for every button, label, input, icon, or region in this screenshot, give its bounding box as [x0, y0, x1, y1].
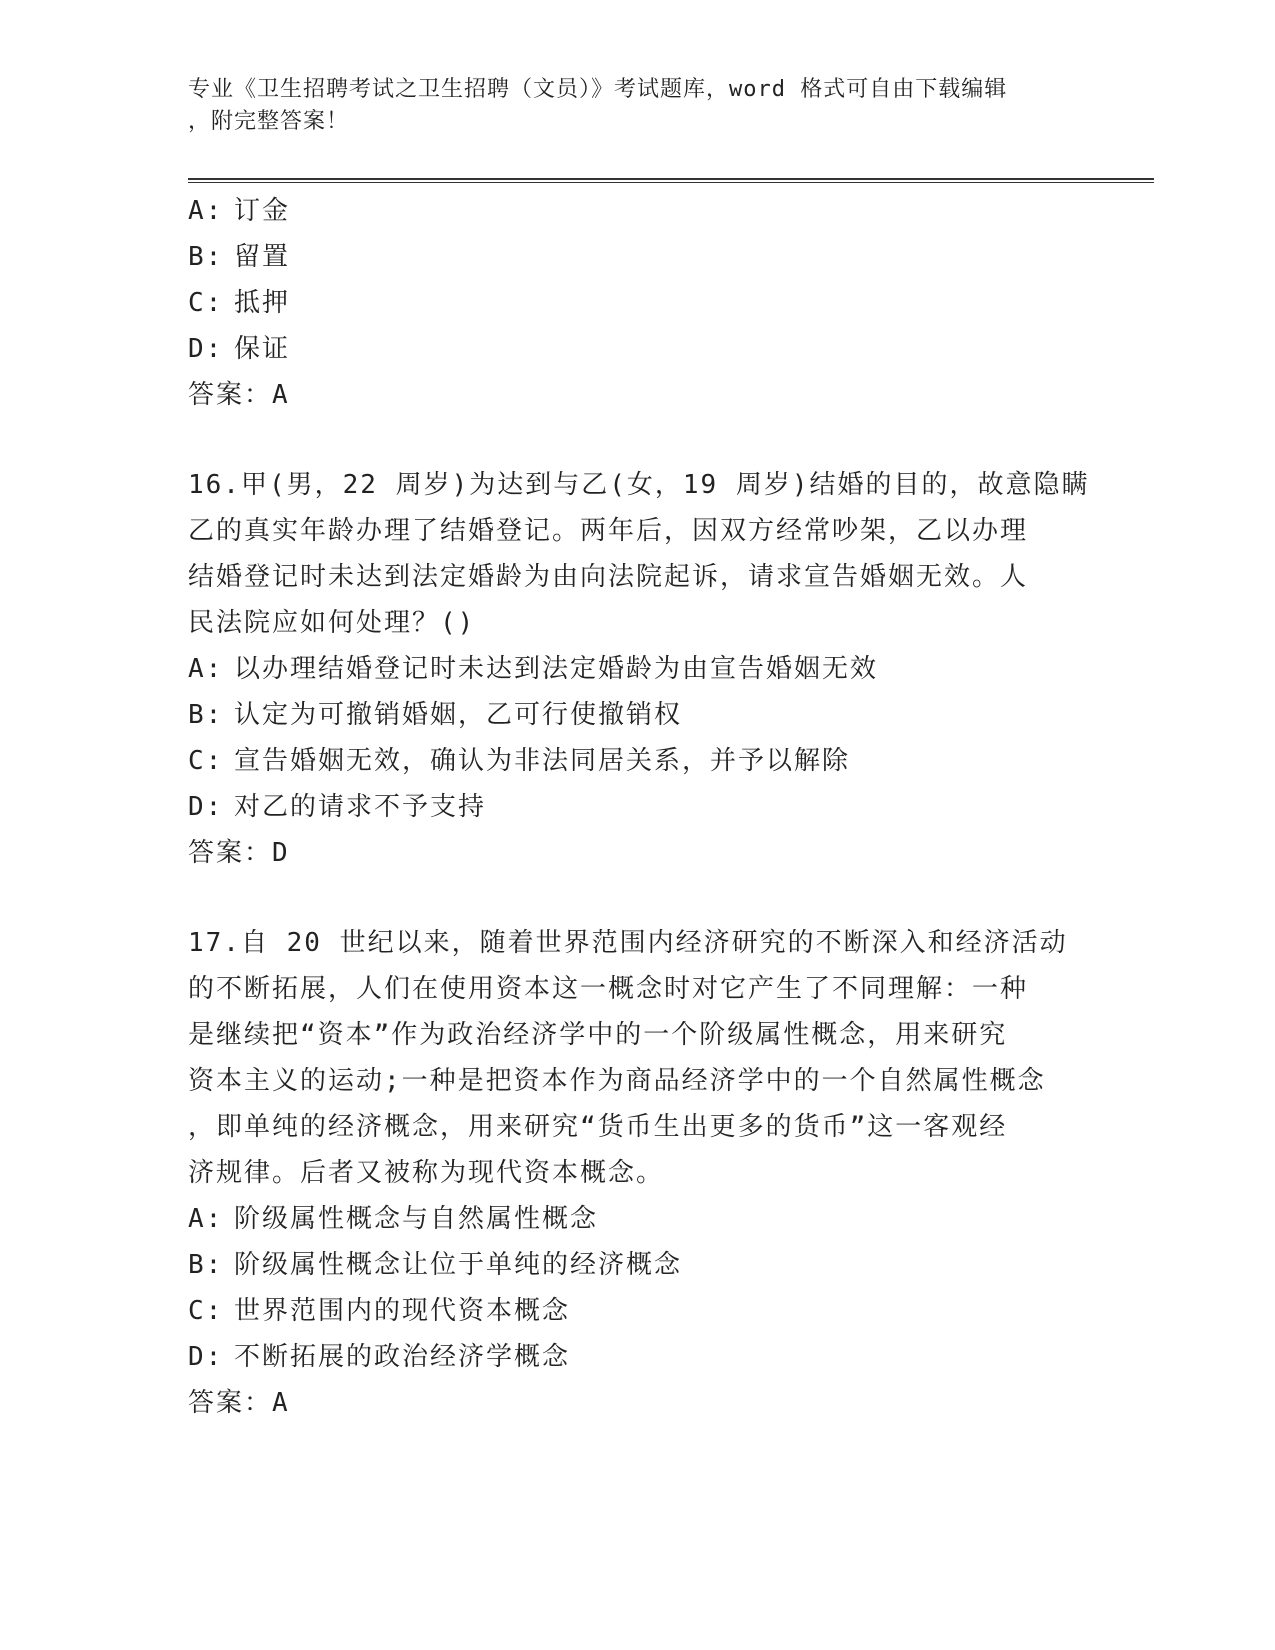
option-a: A: 阶级属性概念与自然属性概念 — [188, 1204, 599, 1234]
option-d: D: 对乙的请求不予支持 — [188, 792, 487, 822]
question-stem-line: 16.甲(男，22 周岁)为达到与乙(女，19 周岁)结婚的目的，故意隐瞒 — [188, 470, 1090, 500]
header-line-1: 专业《卫生招聘考试之卫生招聘（文员）》考试题库，word 格式可自由下载编辑 — [188, 77, 1008, 102]
answer: 答案：D — [188, 838, 290, 868]
question-17 — [188, 920, 1088, 1426]
option-b: B: 认定为可撤销婚姻，乙可行使撤销权 — [188, 700, 683, 730]
answer: 答案：A — [188, 1388, 290, 1418]
header-rule-thick — [188, 178, 1154, 180]
question-stem-line: ，即单纯的经济概念，用来研究“货币生出更多的货币”这一客观经 — [188, 1112, 1008, 1142]
option-b: B: 留置 — [188, 242, 291, 272]
option-c: C: 世界范围内的现代资本概念 — [188, 1296, 571, 1326]
question-stem-line: 结婚登记时未达到法定婚龄为由向法院起诉，请求宣告婚姻无效。人 — [188, 562, 1029, 592]
question-stem-line: 是继续把“资本”作为政治经济学中的一个阶级属性概念，用来研究 — [188, 1020, 1008, 1050]
header-rule-thin — [188, 182, 1154, 183]
option-d: D: 保证 — [188, 334, 291, 364]
option-b: B: 阶级属性概念让位于单纯的经济概念 — [188, 1250, 683, 1280]
question-15 — [188, 188, 1088, 418]
option-a: A: 订金 — [188, 196, 291, 226]
option-d: D: 不断拓展的政治经济学概念 — [188, 1342, 571, 1372]
document-header — [188, 74, 1088, 138]
question-stem-line: 民法院应如何处理？() — [188, 608, 476, 638]
option-c: C: 宣告婚姻无效，确认为非法同居关系，并予以解除 — [188, 746, 851, 776]
option-c: C: 抵押 — [188, 288, 291, 318]
question-stem-line: 乙的真实年龄办理了结婚登记。两年后，因双方经常吵架，乙以办理 — [188, 516, 1029, 546]
header-line-2: ，附完整答案！ — [188, 109, 350, 134]
question-content — [188, 188, 1088, 1426]
answer: 答案：A — [188, 380, 290, 410]
question-stem-line: 的不断拓展，人们在使用资本这一概念时对它产生了不同理解：一种 — [188, 974, 1029, 1004]
option-a: A: 以办理结婚登记时未达到法定婚龄为由宣告婚姻无效 — [188, 654, 879, 684]
question-stem-line: 17.自 20 世纪以来，随着世界范围内经济研究的不断深入和经济活动 — [188, 928, 1068, 958]
question-16 — [188, 462, 1088, 876]
question-stem-line: 济规律。后者又被称为现代资本概念。 — [188, 1158, 665, 1188]
question-stem-line: 资本主义的运动;一种是把资本作为商品经济学中的一个自然属性概念 — [188, 1066, 1046, 1096]
